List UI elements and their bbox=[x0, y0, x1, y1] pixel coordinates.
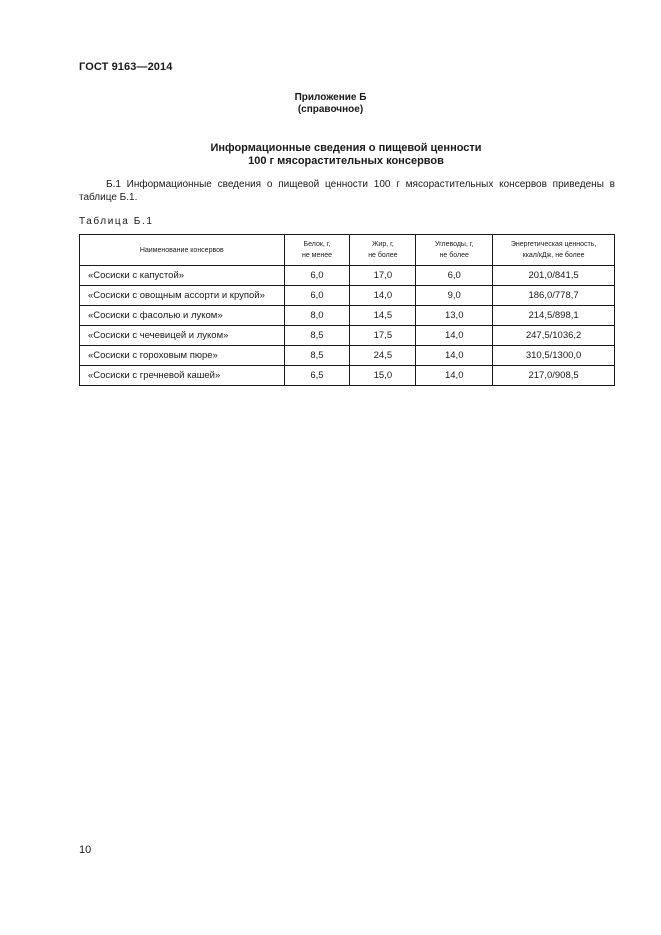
column-header-line: Углеводы, г, bbox=[434, 241, 474, 248]
document-code: ГОСТ 9163—2014 bbox=[79, 61, 173, 73]
cell-fat: 14,0 bbox=[350, 286, 416, 306]
cell-energy: 217,0/908,5 bbox=[493, 366, 615, 386]
cell-protein: 6,0 bbox=[284, 266, 350, 286]
cell-fat: 14,5 bbox=[350, 306, 416, 326]
column-header-energy bbox=[493, 235, 615, 266]
appendix-title: Приложение Б bbox=[294, 92, 367, 103]
cell-carbohydrates: 13,0 bbox=[416, 306, 493, 326]
table-row bbox=[80, 366, 615, 386]
table-row bbox=[80, 266, 615, 286]
column-header-name bbox=[80, 235, 285, 266]
cell-fat: 17,0 bbox=[350, 266, 416, 286]
cell-protein: 8,5 bbox=[284, 326, 350, 346]
cell-carbohydrates: 6,0 bbox=[416, 266, 493, 286]
cell-fat: 15,0 bbox=[350, 366, 416, 386]
appendix-heading bbox=[0, 92, 661, 116]
cell-fat: 17,5 bbox=[350, 326, 416, 346]
table-row bbox=[80, 286, 615, 306]
cell-protein: 6,5 bbox=[284, 366, 350, 386]
table-header-row bbox=[80, 235, 615, 266]
cell-product-name: «Сосиски с гречневой кашей» bbox=[80, 366, 285, 386]
table-row bbox=[80, 346, 615, 366]
cell-product-name: «Сосиски с чечевицей и луком» bbox=[80, 326, 285, 346]
column-header-line: не менее bbox=[301, 252, 333, 259]
cell-carbohydrates: 14,0 bbox=[416, 326, 493, 346]
cell-product-name: «Сосиски с овощным ассорти и крупой» bbox=[80, 286, 285, 306]
body-paragraph: Б.1 Информационные сведения о пищевой ценности 100 г мясорастительных консервов приведены в таблице Б.1. bbox=[79, 179, 615, 203]
cell-product-name: «Сосиски с гороховым пюре» bbox=[80, 346, 285, 366]
cell-energy: 201,0/841,5 bbox=[493, 266, 615, 286]
table-caption: Таблица Б.1 bbox=[79, 216, 154, 227]
column-header-protein bbox=[284, 235, 350, 266]
table-row bbox=[80, 306, 615, 326]
column-header-fat bbox=[350, 235, 416, 266]
column-header-line: ккал/кДж, не более bbox=[522, 252, 585, 259]
column-header-line: Белок, г, bbox=[303, 241, 331, 248]
cell-energy: 310,5/1300,0 bbox=[493, 346, 615, 366]
cell-energy: 186,0/778,7 bbox=[493, 286, 615, 306]
cell-product-name: «Сосиски с капустой» bbox=[80, 266, 285, 286]
cell-carbohydrates: 14,0 bbox=[416, 346, 493, 366]
cell-energy: 247,5/1036,2 bbox=[493, 326, 615, 346]
column-header-line: не более bbox=[439, 252, 469, 259]
appendix-type: (справочное) bbox=[297, 104, 364, 115]
column-header-carbohydrates bbox=[416, 235, 493, 266]
column-header-line: не более bbox=[368, 252, 398, 259]
cell-protein: 8,5 bbox=[284, 346, 350, 366]
column-header-line: Жир, г, bbox=[371, 241, 394, 248]
table-row bbox=[80, 326, 615, 346]
section-heading-line-2: 100 г мясорастительных консервов bbox=[248, 155, 444, 167]
column-header-line: Энергетическая ценность, bbox=[510, 241, 597, 248]
cell-energy: 214,5/898,1 bbox=[493, 306, 615, 326]
section-heading-line-1: Информационные сведения о пищевой ценности bbox=[210, 142, 482, 154]
page-number: 10 bbox=[79, 844, 92, 856]
cell-carbohydrates: 14,0 bbox=[416, 366, 493, 386]
column-header-line: Наименование консервов bbox=[139, 246, 224, 254]
cell-protein: 8,0 bbox=[284, 306, 350, 326]
nutrition-table bbox=[79, 234, 615, 386]
section-heading bbox=[0, 142, 661, 168]
cell-fat: 24,5 bbox=[350, 346, 416, 366]
cell-carbohydrates: 9,0 bbox=[416, 286, 493, 306]
cell-product-name: «Сосиски с фасолью и луком» bbox=[80, 306, 285, 326]
cell-protein: 6,0 bbox=[284, 286, 350, 306]
